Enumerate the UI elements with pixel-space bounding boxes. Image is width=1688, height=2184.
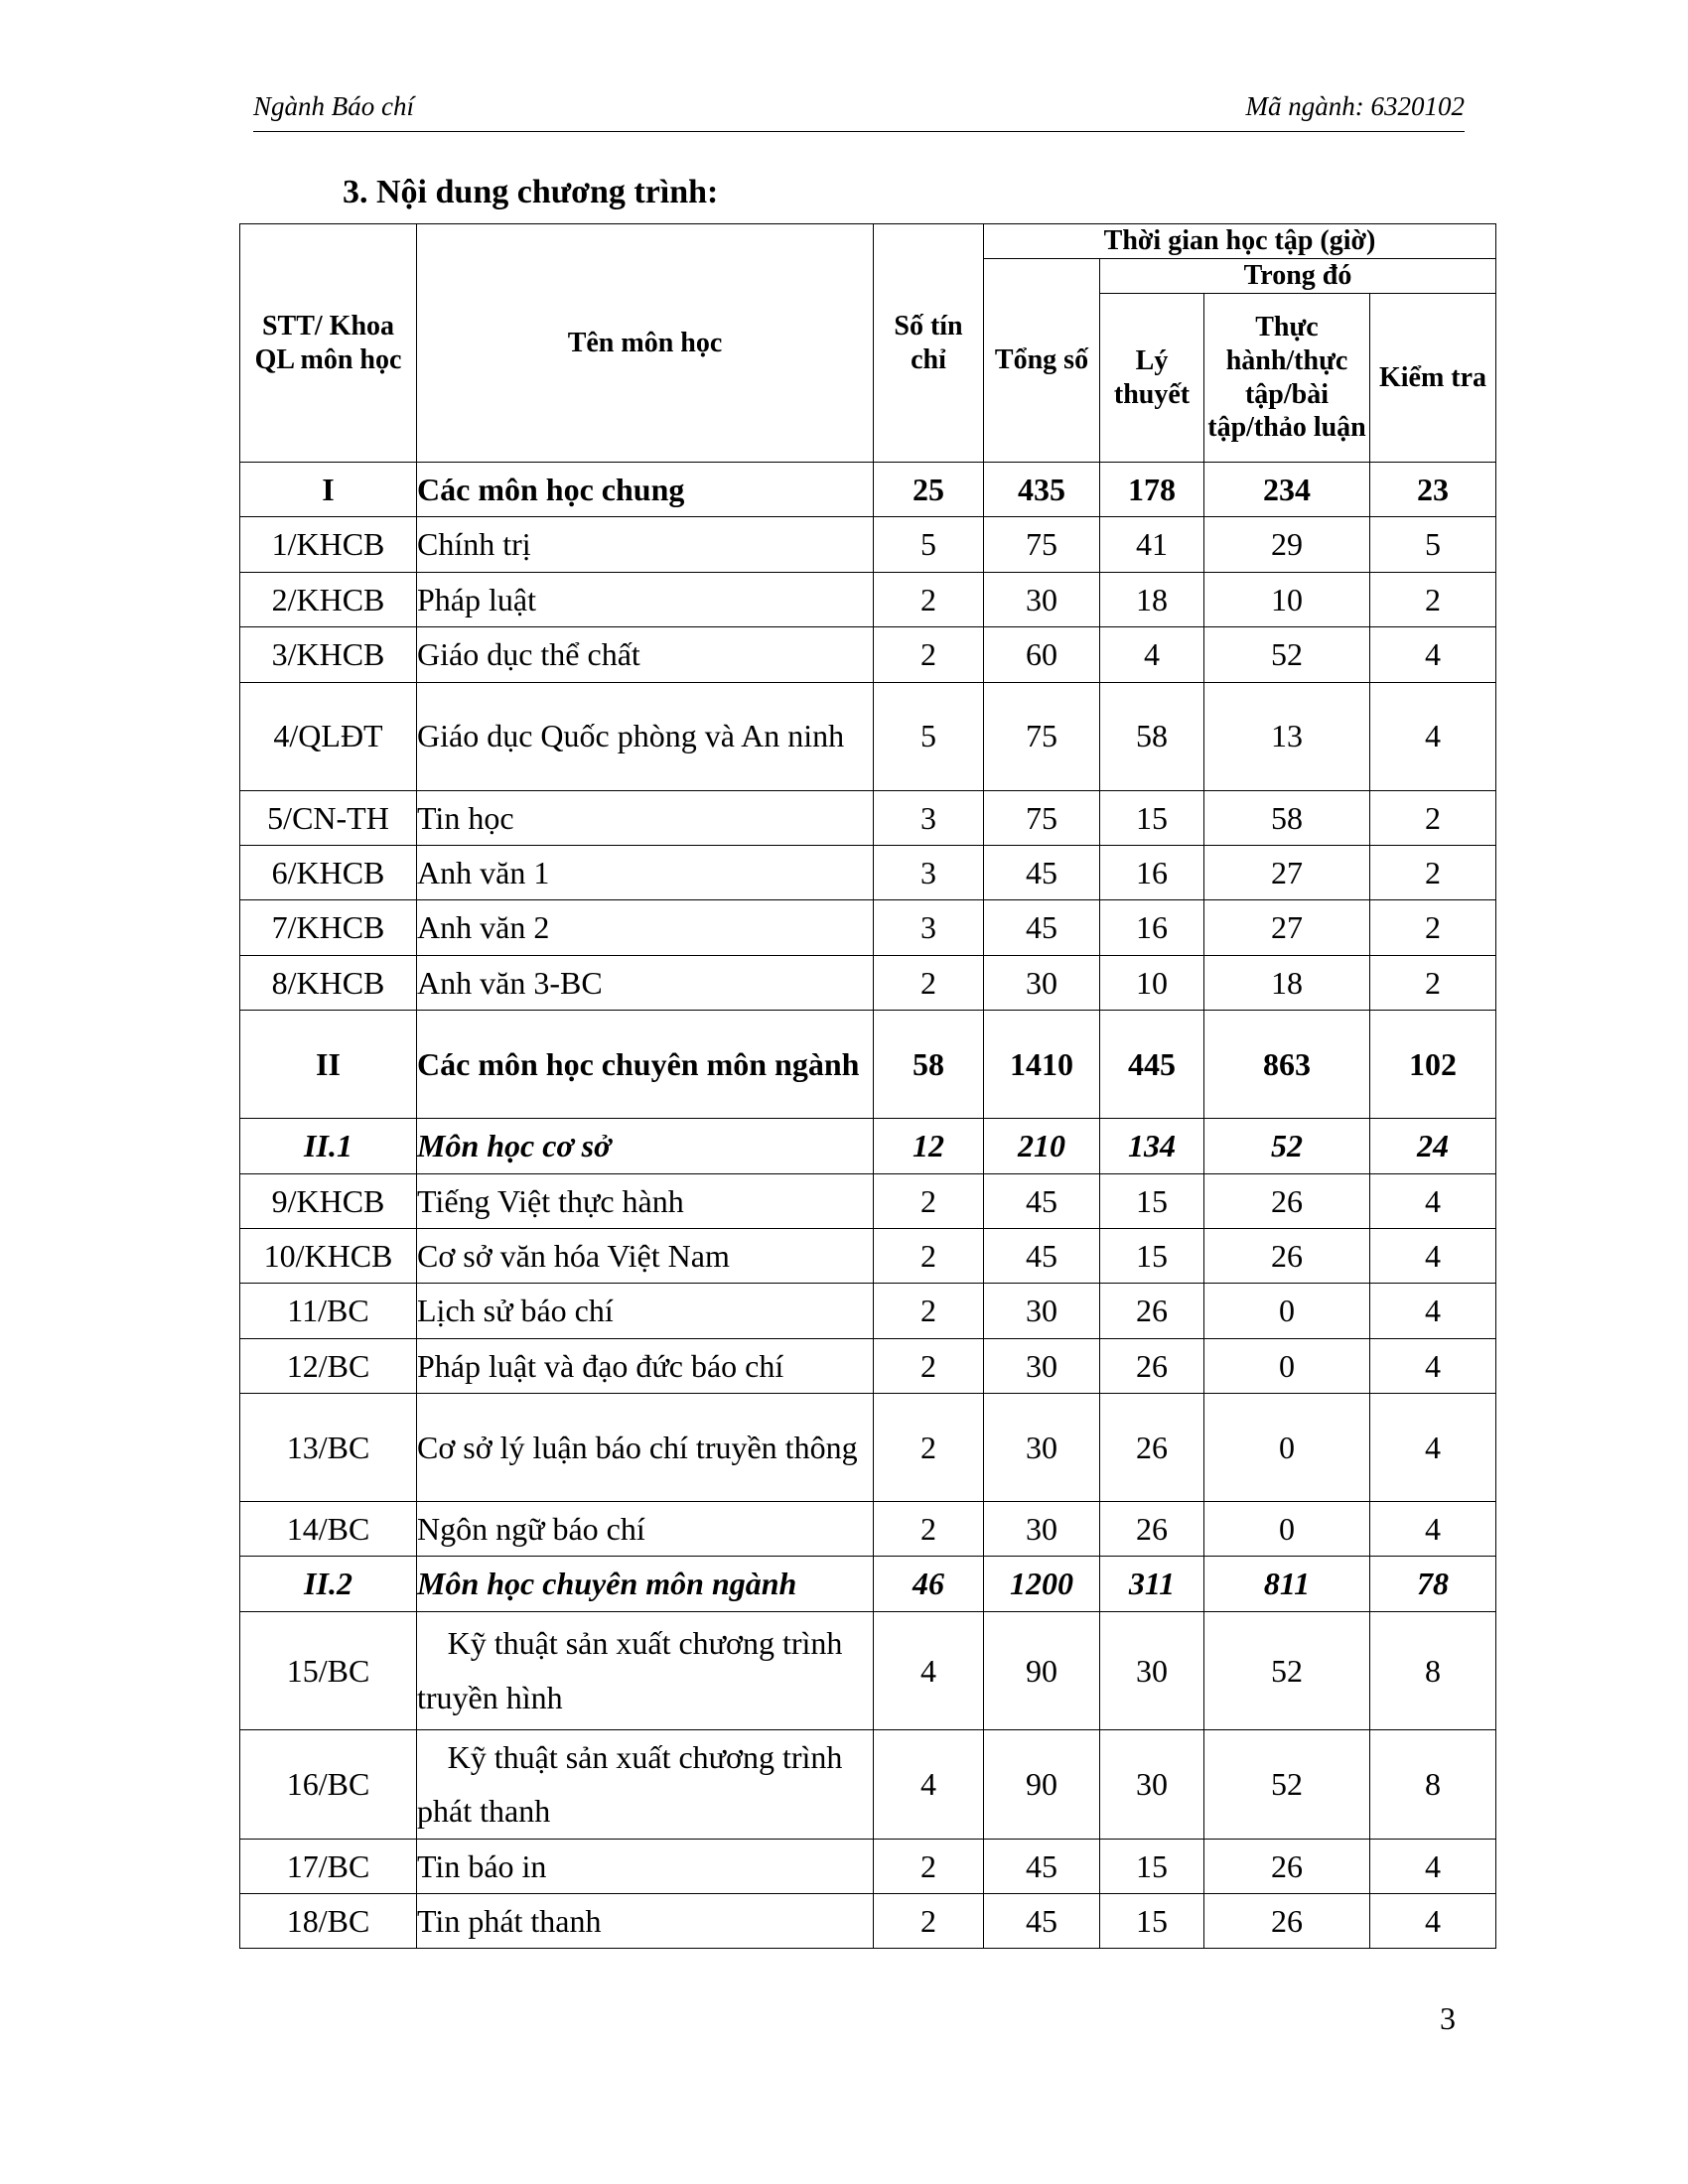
cell-practice: 811 [1204,1557,1370,1611]
cell-credits: 2 [874,1839,984,1893]
cell-theory: 4 [1100,627,1204,682]
cell-name: Các môn học chung [417,463,874,517]
cell-credits: 2 [874,1894,984,1949]
cell-name: Giáo dục Quốc phòng và An ninh [417,682,874,790]
table-row [240,1119,1496,1173]
cell-stt: 6/KHCB [240,845,417,899]
cell-credits: 2 [874,1502,984,1557]
cell-name: Anh văn 3-BC [417,955,874,1010]
page-number: 3 [1440,2000,1456,2036]
cell-exam: 4 [1370,1502,1496,1557]
cell-name: Tin báo in [417,1839,874,1893]
cell-exam: 8 [1370,1729,1496,1839]
cell-theory: 15 [1100,1228,1204,1283]
cell-practice: 0 [1204,1284,1370,1338]
cell-exam: 2 [1370,572,1496,626]
cell-theory: 15 [1100,790,1204,845]
cell-credits: 3 [874,845,984,899]
cell-stt: 8/KHCB [240,955,417,1010]
cell-stt: II [240,1011,417,1119]
cell-total: 1200 [984,1557,1100,1611]
cell-total: 45 [984,845,1100,899]
cell-credits: 25 [874,463,984,517]
page-header [253,91,1465,132]
cell-theory: 10 [1100,955,1204,1010]
table-row [240,790,1496,845]
cell-practice: 26 [1204,1839,1370,1893]
cell-name: Môn học chuyên môn ngành [417,1557,874,1611]
table-row [240,1557,1496,1611]
cell-total: 45 [984,900,1100,955]
cell-name: Pháp luật [417,572,874,626]
cell-stt: 17/BC [240,1839,417,1893]
cell-name: Lịch sử báo chí [417,1284,874,1338]
cell-theory: 41 [1100,517,1204,572]
cell-theory: 134 [1100,1119,1204,1173]
header-study-time: Thời gian học tập (giờ) [984,224,1496,259]
cell-practice: 29 [1204,517,1370,572]
cell-stt: 14/BC [240,1502,417,1557]
cell-theory: 26 [1100,1284,1204,1338]
cell-practice: 863 [1204,1011,1370,1119]
curriculum-table [239,223,1496,1949]
cell-theory: 26 [1100,1502,1204,1557]
cell-stt: 10/KHCB [240,1228,417,1283]
table-row [240,1894,1496,1949]
cell-exam: 8 [1370,1611,1496,1729]
cell-credits: 3 [874,900,984,955]
cell-credits: 3 [874,790,984,845]
cell-stt: 7/KHCB [240,900,417,955]
table-row [240,1729,1496,1839]
cell-stt: 12/BC [240,1338,417,1393]
cell-theory: 30 [1100,1729,1204,1839]
cell-credits: 2 [874,955,984,1010]
table-row [240,955,1496,1010]
cell-theory: 26 [1100,1338,1204,1393]
cell-stt: 1/KHCB [240,517,417,572]
cell-practice: 27 [1204,900,1370,955]
table-row [240,1338,1496,1393]
cell-total: 75 [984,682,1100,790]
cell-practice: 52 [1204,627,1370,682]
cell-total: 45 [984,1894,1100,1949]
cell-exam: 2 [1370,955,1496,1010]
table-row [240,1611,1496,1729]
header-theory: Lý thuyết [1100,294,1204,463]
program-name: Ngành Báo chí [253,91,414,121]
cell-theory: 178 [1100,463,1204,517]
cell-credits: 5 [874,682,984,790]
cell-name: Cơ sở văn hóa Việt Nam [417,1228,874,1283]
cell-exam: 4 [1370,1284,1496,1338]
cell-total: 30 [984,1338,1100,1393]
header-stt: STT/ Khoa QL môn học [240,224,417,463]
cell-exam: 4 [1370,682,1496,790]
cell-name: Pháp luật và đạo đức báo chí [417,1338,874,1393]
cell-exam: 4 [1370,1338,1496,1393]
cell-theory: 15 [1100,1894,1204,1949]
cell-total: 90 [984,1611,1100,1729]
cell-credits: 2 [874,1284,984,1338]
cell-total: 45 [984,1839,1100,1893]
cell-total: 1410 [984,1011,1100,1119]
cell-exam: 102 [1370,1011,1496,1119]
cell-stt: 11/BC [240,1284,417,1338]
cell-theory: 58 [1100,682,1204,790]
cell-practice: 52 [1204,1729,1370,1839]
table-row [240,1284,1496,1338]
cell-credits: 12 [874,1119,984,1173]
cell-practice: 58 [1204,790,1370,845]
table-row [240,1011,1496,1119]
cell-name: Các môn học chuyên môn ngành [417,1011,874,1119]
cell-exam: 4 [1370,1839,1496,1893]
cell-theory: 445 [1100,1011,1204,1119]
cell-practice: 26 [1204,1228,1370,1283]
cell-total: 30 [984,1394,1100,1502]
cell-theory: 15 [1100,1839,1204,1893]
cell-total: 60 [984,627,1100,682]
cell-credits: 2 [874,572,984,626]
header-subject-name: Tên môn học [417,224,874,463]
table-row [240,1394,1496,1502]
cell-total: 30 [984,955,1100,1010]
cell-name: Anh văn 2 [417,900,874,955]
header-credits: Số tín chỉ [874,224,984,463]
cell-practice: 27 [1204,845,1370,899]
header-total: Tổng số [984,259,1100,463]
cell-total: 45 [984,1173,1100,1228]
cell-stt: 9/KHCB [240,1173,417,1228]
cell-name: Kỹ thuật sản xuất chương trình truyền hình [417,1611,874,1729]
table-row [240,627,1496,682]
cell-practice: 0 [1204,1502,1370,1557]
cell-stt: 18/BC [240,1894,417,1949]
cell-practice: 26 [1204,1173,1370,1228]
header-exam: Kiểm tra [1370,294,1496,463]
cell-stt: II.2 [240,1557,417,1611]
program-code: Mã ngành: 6320102 [1245,91,1465,121]
cell-exam: 4 [1370,1894,1496,1949]
cell-credits: 46 [874,1557,984,1611]
cell-total: 75 [984,790,1100,845]
header-practice: Thực hành/thực tập/bài tập/thảo luận [1204,294,1370,463]
cell-exam: 4 [1370,1228,1496,1283]
cell-theory: 16 [1100,900,1204,955]
cell-theory: 30 [1100,1611,1204,1729]
cell-exam: 24 [1370,1119,1496,1173]
table-body [240,463,1496,1949]
cell-total: 210 [984,1119,1100,1173]
cell-stt: II.1 [240,1119,417,1173]
cell-exam: 4 [1370,1173,1496,1228]
cell-practice: 26 [1204,1894,1370,1949]
cell-name: Môn học cơ sở [417,1119,874,1173]
cell-practice: 13 [1204,682,1370,790]
table-row [240,1173,1496,1228]
cell-exam: 2 [1370,790,1496,845]
cell-theory: 311 [1100,1557,1204,1611]
cell-practice: 52 [1204,1611,1370,1729]
cell-exam: 23 [1370,463,1496,517]
cell-name: Anh văn 1 [417,845,874,899]
cell-total: 75 [984,517,1100,572]
cell-exam: 2 [1370,845,1496,899]
cell-practice: 0 [1204,1338,1370,1393]
cell-theory: 16 [1100,845,1204,899]
cell-practice: 234 [1204,463,1370,517]
cell-exam: 5 [1370,517,1496,572]
cell-credits: 4 [874,1729,984,1839]
cell-stt: 4/QLĐT [240,682,417,790]
cell-name: Giáo dục thể chất [417,627,874,682]
cell-total: 90 [984,1729,1100,1839]
cell-stt: 2/KHCB [240,572,417,626]
cell-credits: 5 [874,517,984,572]
cell-total: 30 [984,1284,1100,1338]
cell-exam: 2 [1370,900,1496,955]
table-row [240,463,1496,517]
cell-practice: 0 [1204,1394,1370,1502]
cell-credits: 4 [874,1611,984,1729]
cell-credits: 2 [874,1173,984,1228]
cell-total: 435 [984,463,1100,517]
cell-stt: 3/KHCB [240,627,417,682]
cell-name: Kỹ thuật sản xuất chương trình phát thanh [417,1729,874,1839]
cell-total: 30 [984,572,1100,626]
cell-stt: 15/BC [240,1611,417,1729]
table-row [240,845,1496,899]
cell-credits: 2 [874,1394,984,1502]
cell-exam: 78 [1370,1557,1496,1611]
cell-exam: 4 [1370,1394,1496,1502]
table-row [240,1228,1496,1283]
cell-total: 30 [984,1502,1100,1557]
cell-name: Ngôn ngữ báo chí [417,1502,874,1557]
cell-name: Cơ sở lý luận báo chí truyền thông [417,1394,874,1502]
cell-theory: 15 [1100,1173,1204,1228]
table-row [240,517,1496,572]
cell-stt: I [240,463,417,517]
cell-stt: 5/CN-TH [240,790,417,845]
cell-exam: 4 [1370,627,1496,682]
cell-name: Tiếng Việt thực hành [417,1173,874,1228]
cell-theory: 18 [1100,572,1204,626]
cell-practice: 18 [1204,955,1370,1010]
cell-name: Tin phát thanh [417,1894,874,1949]
cell-name: Tin học [417,790,874,845]
cell-stt: 13/BC [240,1394,417,1502]
cell-name: Chính trị [417,517,874,572]
table-row [240,682,1496,790]
table-row [240,572,1496,626]
cell-credits: 2 [874,627,984,682]
cell-credits: 58 [874,1011,984,1119]
cell-practice: 52 [1204,1119,1370,1173]
table-row [240,1839,1496,1893]
cell-credits: 2 [874,1338,984,1393]
header-in-which: Trong đó [1100,259,1496,294]
cell-practice: 10 [1204,572,1370,626]
section-title: 3. Nội dung chương trình: [343,174,719,210]
table-row [240,1502,1496,1557]
table-row [240,900,1496,955]
cell-credits: 2 [874,1228,984,1283]
cell-total: 45 [984,1228,1100,1283]
cell-stt: 16/BC [240,1729,417,1839]
cell-theory: 26 [1100,1394,1204,1502]
